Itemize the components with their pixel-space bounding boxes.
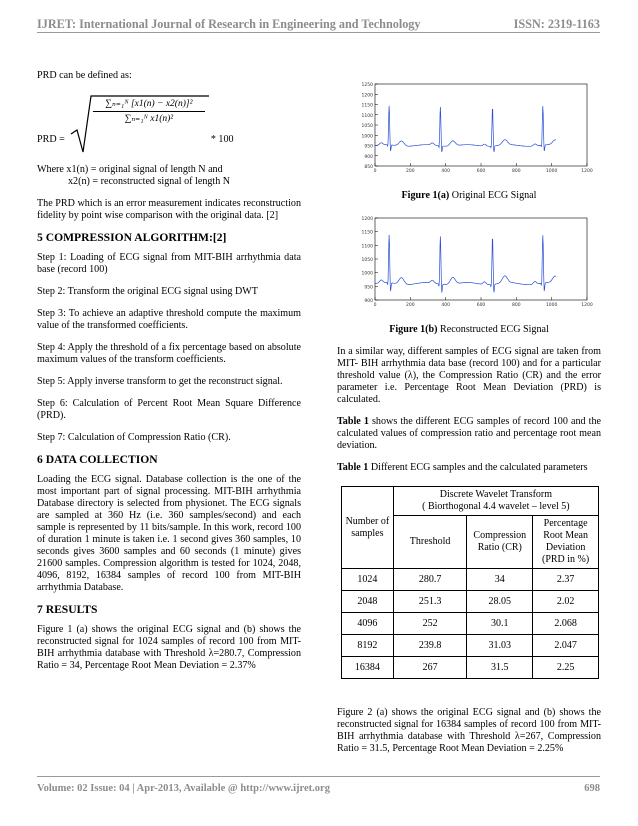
x-tick-label: 1200	[581, 303, 593, 308]
footer-volume: Volume: 02 Issue: 04 | Apr-2013, Available @ http://www.ijret.org	[37, 782, 330, 794]
section-5-title: 5 COMPRESSION ALGORITHM:[2]	[37, 231, 227, 244]
section-6-text: Loading the ECG signal. Database collection is the one of the most important part of signal processing. MIT-BIH arrhythmia Database directory is selected from physionet. The ECG signals are sampled at 360 Hz (i.e. 360 samples/second) and each sample is represented by 11 bits/sample. In this work, record 100 of duration 1 minute is taken i.e. 1 second gives 360 samples, 10 seconds gives 3600 samples and 60 seconds (1 minute) gives 21600 samples. Compression algorithm is tested for 1024, 2048, 4096, 8192, 16384 samples of record 100 from MIT-BIH arrhythmia Database.	[37, 474, 301, 593]
y-tick-label: 1050	[361, 258, 373, 263]
issn: ISSN: 2319-1163	[513, 17, 600, 31]
formula-numerator: ∑ₙ₌₁ᴺ [x1(n) − x2(n)]²	[93, 98, 205, 112]
table-cell: 1024	[342, 569, 394, 591]
table-ref: Table 1	[337, 416, 369, 427]
ecg-series-line	[375, 235, 556, 293]
table-cell: 31.5	[467, 657, 533, 679]
x-tick-label: 200	[406, 303, 415, 308]
table-cell: 16384	[342, 657, 394, 679]
step-2: Step 2: Transform the original ECG signal using DWT	[37, 286, 258, 297]
page-footer	[37, 780, 600, 796]
ecg-series-line	[375, 106, 556, 152]
y-tick-label: 900	[364, 299, 373, 304]
y-tick-label: 1200	[361, 93, 373, 99]
table-cell: 2.02	[533, 591, 599, 613]
table-cell: 28.05	[467, 591, 533, 613]
figure-1b-text: Reconstructed ECG Signal	[437, 324, 549, 335]
left-column	[37, 70, 301, 682]
page-number: 698	[584, 782, 600, 794]
x-tick-label: 400	[441, 169, 450, 174]
y-tick-label: 1200	[361, 217, 373, 222]
y-tick-label: 1100	[361, 244, 373, 250]
formula-denominator: ∑ₙ₌₁ᴺ x1(n)²	[124, 114, 174, 124]
y-tick-label: 1000	[361, 271, 373, 277]
table-cell: 31.03	[467, 635, 533, 657]
prd-description: The PRD which is an error measurement indicates reconstruction fidelity by point wise comparison with the original data. [2]	[37, 198, 301, 221]
table-cell: 30.1	[467, 613, 533, 635]
y-tick-label: 950	[364, 144, 373, 150]
table-cell: 280.7	[393, 569, 467, 591]
figure-1a	[337, 78, 601, 202]
formula-fraction	[93, 98, 205, 125]
formula-lhs: PRD =	[37, 134, 65, 145]
x-tick-label: 400	[441, 303, 450, 308]
plot-frame	[375, 218, 587, 300]
table-cell: 239.8	[393, 635, 467, 657]
table-cell: 2048	[342, 591, 394, 613]
x-tick-label: 0	[373, 169, 377, 174]
table-row	[342, 635, 599, 657]
right-column	[337, 78, 601, 765]
y-tick-label: 1050	[361, 124, 373, 129]
figure-1a-caption	[337, 190, 601, 202]
formula-times: * 100	[210, 134, 234, 145]
figure-1a-label: Figure 1(a)	[401, 190, 450, 201]
step-7: Step 7: Calculation of Compression Ratio (CR).	[37, 432, 231, 443]
x-tick-label: 800	[512, 169, 521, 174]
results-table	[341, 486, 599, 679]
x-tick-label: 1000	[545, 303, 558, 308]
ecg-reconstructed-chart	[337, 212, 601, 312]
figure-1b	[337, 212, 601, 336]
section-7-text: Figure 1 (a) shows the original ECG signal and (b) shows the reconstructed signal for 1024 samples of record 100 from MIT-BIH arrhythmia database with Threshold λ=280.7, Compression Ratio = 34, Percentage Root Mean Deviation = 2.37%	[37, 624, 301, 671]
x-tick-label: 1000	[545, 169, 558, 174]
y-tick-label: 900	[364, 154, 373, 160]
x-tick-label: 1200	[581, 169, 593, 174]
ecg-original-chart	[337, 78, 601, 178]
y-tick-label: 950	[364, 285, 373, 291]
table-cell: 2.047	[533, 635, 599, 657]
header-dwt-line-2: ( Biorthogonal 4.4 wavelet – level 5)	[422, 501, 570, 512]
y-tick-label: 1150	[361, 230, 373, 236]
header-samples: Number of samples	[342, 487, 394, 569]
table-row	[342, 591, 599, 613]
table-cell: 267	[393, 657, 467, 679]
x-tick-label: 200	[406, 169, 415, 174]
table-cell: 251.3	[393, 591, 467, 613]
x-tick-label: 800	[512, 303, 521, 308]
page-header	[37, 10, 600, 32]
right-paragraph-2-text: shows the different ECG samples of record 100 and the calculated values of compression ratio and percentage root mean deviation.	[337, 416, 601, 451]
table-cell: 2.068	[533, 613, 599, 635]
x-tick-label: 600	[476, 169, 486, 174]
y-tick-label: 1150	[361, 103, 373, 109]
step-1: Step 1: Loading of ECG signal from MIT-BIH arrhythmia data base (record 100)	[37, 252, 301, 275]
header-dwt-line-1: Discrete Wavelet Transform	[439, 489, 553, 500]
step-6: Step 6: Calculation of Percent Root Mean Square Difference (PRD).	[37, 398, 301, 421]
table-cell: 2.37	[533, 569, 599, 591]
y-tick-label: 1100	[361, 113, 373, 119]
where-line-1: Where x1(n) = original signal of length N and	[37, 164, 223, 175]
right-paragraph-2	[337, 416, 601, 452]
figure-1b-label: Figure 1(b)	[389, 324, 438, 335]
table-cell: 4096	[342, 613, 394, 635]
table-row	[342, 613, 599, 635]
table-cell: 34	[467, 569, 533, 591]
y-tick-label: 1250	[361, 83, 373, 88]
right-paragraph-1: In a similar way, different samples of ECG signal are taken from MIT- BIH arrhythmia data base (record 100) and for a particular threshold value (λ), the Compression Ratio (CR) and the error parameter i.e. Percentage Root Mean Deviation (PRD) is calculated.	[337, 346, 601, 405]
section-6-title: 6 DATA COLLECTION	[37, 453, 158, 466]
x-tick-label: 600	[476, 303, 486, 308]
header-prd: Percentage Root Mean Deviation (PRD in %)	[533, 516, 599, 569]
table-cell: 2.25	[533, 657, 599, 679]
right-paragraph-3: Figure 2 (a) shows the original ECG signal and (b) shows the reconstructed signal for 16384 samples of record 100 from MIT-BIH arrhythmia database with Threshold λ=267, Compression Ratio = 31.5, Percentage Root Mean Deviation = 2.25%	[337, 707, 601, 754]
table-row	[342, 657, 599, 679]
figure-1a-text: Original ECG Signal	[449, 190, 537, 201]
y-tick-label: 1000	[361, 134, 373, 140]
plot-frame	[375, 84, 587, 166]
footer-divider	[37, 776, 600, 777]
square-root	[69, 94, 209, 156]
prd-intro: PRD can be defined as:	[37, 70, 132, 81]
table-cell: 252	[393, 613, 467, 635]
figure-1b-caption	[337, 324, 601, 336]
header-dwt	[393, 487, 598, 516]
x-tick-label: 0	[373, 303, 377, 308]
table-cell: 8192	[342, 635, 394, 657]
prd-formula	[37, 92, 301, 158]
where-line-2: x2(n) = reconstructed signal of length N	[68, 176, 231, 187]
header-divider	[37, 32, 600, 33]
table-caption	[337, 462, 601, 474]
table-row	[342, 569, 599, 591]
y-tick-label: 850	[364, 165, 373, 170]
table-body	[342, 569, 599, 679]
step-3: Step 3: To achieve an adaptive threshold compute the maximum value of the transformed coefficients.	[37, 308, 301, 331]
table-caption-text: Different ECG samples and the calculated parameters	[368, 462, 588, 473]
step-4: Step 4: Apply the threshold of a fix percentage based on absolute maximum values of the transform coefficients.	[37, 342, 301, 365]
header-threshold: Threshold	[393, 516, 467, 569]
header-cr: Compression Ratio (CR)	[467, 516, 533, 569]
table-caption-label: Table 1	[337, 462, 369, 473]
step-5: Step 5: Apply inverse transform to get the reconstruct signal.	[37, 376, 283, 387]
journal-title: IJRET: International Journal of Research in Engineering and Technology	[37, 17, 421, 31]
section-7-title: 7 RESULTS	[37, 603, 98, 616]
